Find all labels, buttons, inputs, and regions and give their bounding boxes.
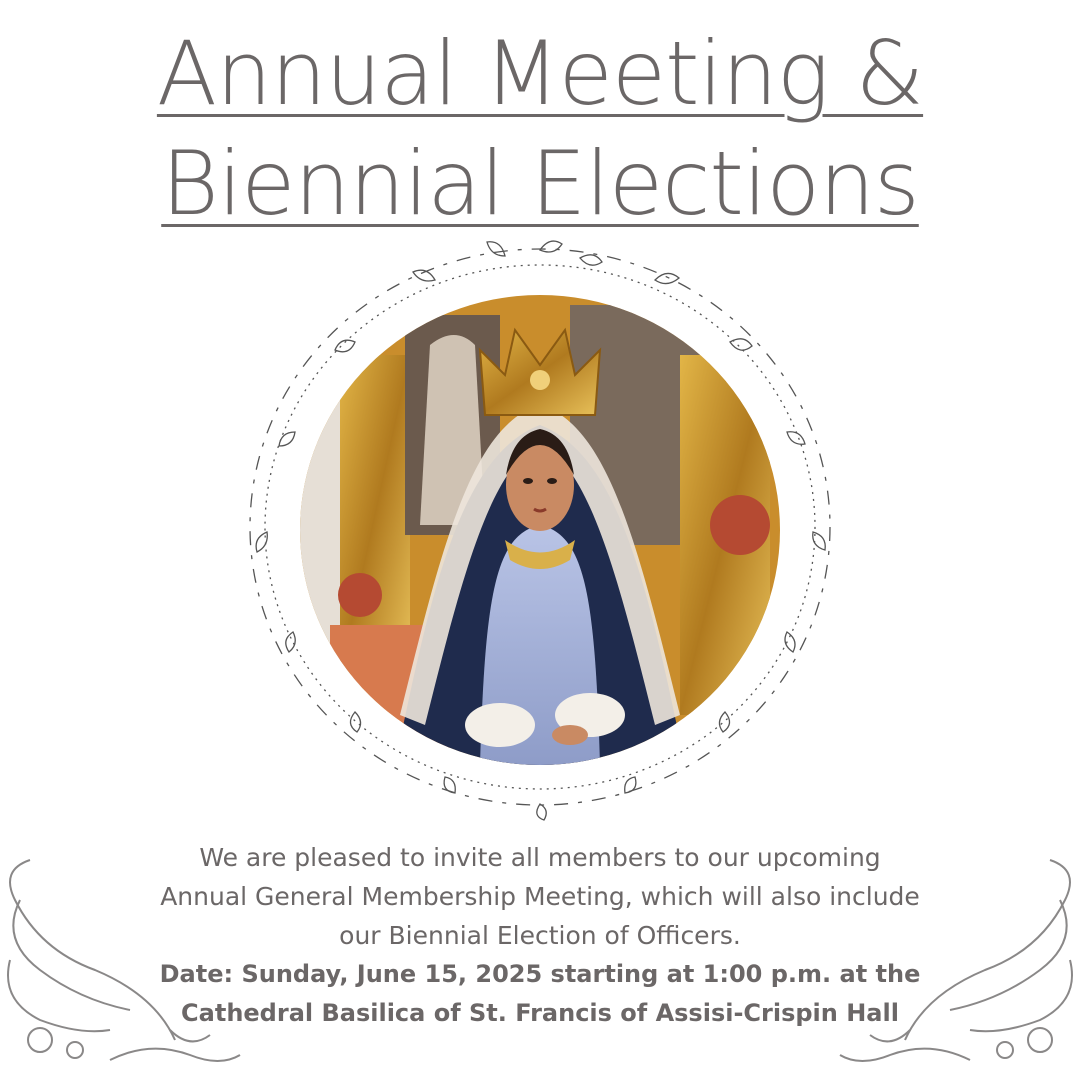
title-line-2: Biennial Elections bbox=[161, 132, 919, 235]
title-line-1: Annual Meeting & bbox=[156, 22, 924, 125]
invitation-line-3: our Biennial Election of Officers. bbox=[339, 921, 741, 950]
madonna-statue-image bbox=[300, 295, 780, 765]
details-line-2: Cathedral Basilica of St. Francis of Assisi-Crispin Hall bbox=[181, 999, 899, 1027]
invitation-line-1: We are pleased to invite all members to our upcoming bbox=[199, 843, 881, 872]
details-line-1: Date: Sunday, June 15, 2025 starting at 1:00 p.m. at the bbox=[159, 960, 921, 988]
event-details bbox=[90, 955, 990, 1033]
invitation-text bbox=[90, 838, 990, 955]
invitation-line-2: Annual General Membership Meeting, which will also include bbox=[160, 882, 920, 911]
